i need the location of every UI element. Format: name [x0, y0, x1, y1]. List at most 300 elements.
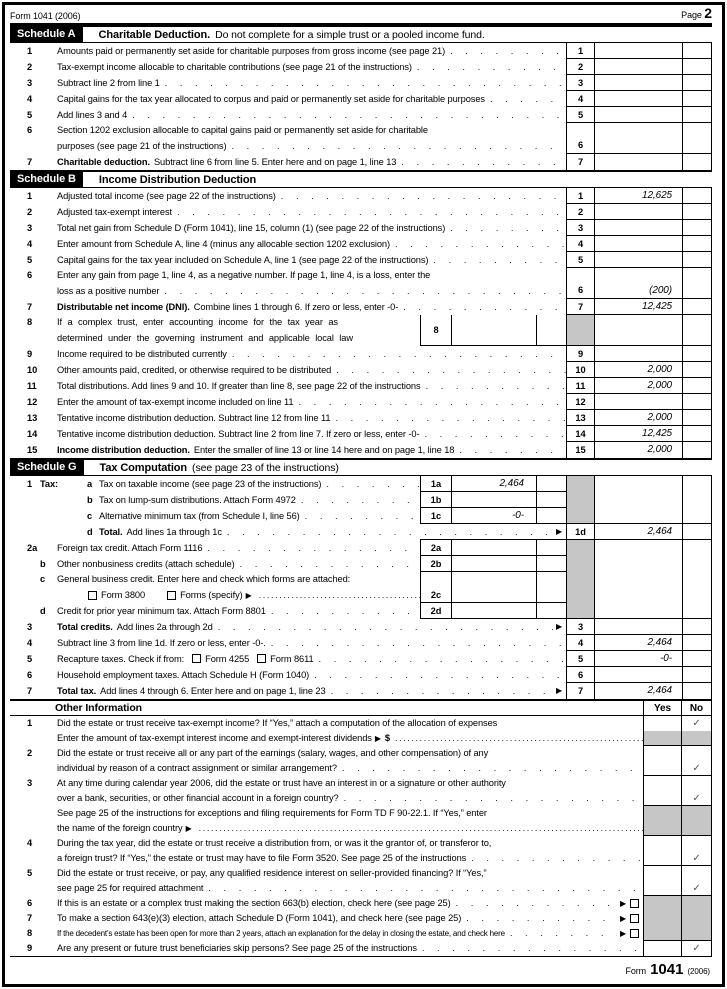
- row-text: [10, 492, 566, 508]
- row-text: [10, 603, 566, 619]
- yes-cell[interactable]: [643, 881, 681, 896]
- schedule-a-row-5: [10, 107, 712, 123]
- check-mark: ✓: [692, 883, 701, 894]
- question-3-line-1: [10, 776, 712, 791]
- question-text: [10, 791, 643, 806]
- sub-letter: c: [40, 574, 46, 584]
- dot-leader: [417, 59, 566, 75]
- inner-cents-entry[interactable]: [537, 556, 566, 571]
- dot-leader: [433, 252, 566, 268]
- schedule-b-row-10: [10, 362, 712, 378]
- line-label: Add lines 4 through 6. Enter here and on page 1, line 23: [100, 686, 326, 696]
- schedule-g-row-5: [10, 651, 712, 667]
- row-text: [10, 188, 566, 204]
- dotted-entry-line[interactable]: [199, 821, 643, 836]
- question-label: a foreign trust? If “Yes,” the estate or trust may have to file Form 3520. See page 25 of the instructions: [57, 853, 467, 863]
- dot-leader: [331, 683, 553, 699]
- inner-cents-entry[interactable]: [537, 603, 566, 618]
- row-text: [10, 683, 566, 699]
- tax-word: [40, 524, 87, 540]
- yes-cell[interactable]: [643, 941, 681, 956]
- question-text: [10, 926, 643, 941]
- arrow-icon: ▶: [619, 899, 626, 908]
- no-cell[interactable]: [681, 836, 712, 851]
- line-label-bold: Total.: [99, 527, 123, 537]
- question-number: 4: [27, 838, 33, 848]
- sub-letter: b: [87, 495, 93, 505]
- cents-entry[interactable]: [682, 619, 712, 635]
- form-3800-label: Form 3800: [101, 589, 146, 600]
- yes-cell[interactable]: [643, 746, 681, 761]
- arrow-icon: ▶: [374, 734, 381, 743]
- dot-leader: [424, 426, 566, 442]
- question-number: 2: [27, 748, 33, 758]
- question-text: [10, 716, 643, 731]
- shaded-cell: [566, 315, 594, 346]
- line-label: Other amounts paid, credited, or otherwise required to be distributed: [57, 365, 332, 375]
- amount-entry[interactable]: [594, 59, 682, 75]
- cents-entry[interactable]: [682, 667, 712, 683]
- question-label: At any time during calendar year 2006, did the estate or trust have an interest in or a signature or other authority: [57, 778, 506, 788]
- line-number-box: 14: [566, 426, 594, 442]
- line-label: Capital gains for the tax year included on Schedule A, line 1 (see page 22 of the instructions): [57, 255, 429, 265]
- schedule-b-row-14: [10, 426, 712, 442]
- dot-leader: [344, 791, 643, 806]
- amount-entry[interactable]: 2,000: [594, 442, 682, 458]
- row-text: [10, 154, 566, 170]
- dot-leader: [335, 410, 566, 426]
- question-number: 5: [27, 868, 33, 878]
- schedule-a-row-3: [10, 75, 712, 91]
- question-label: If the decedent’s estate has been open for more than 2 years, attach an explanation for the delay in closing the estate, and check here: [57, 929, 505, 938]
- estate-open-checkbox[interactable]: [630, 929, 639, 938]
- line-number: [10, 492, 99, 508]
- amount-entry[interactable]: [594, 123, 682, 154]
- amount-entry[interactable]: [594, 619, 682, 635]
- cents-entry[interactable]: [682, 651, 712, 667]
- line-number: 7: [27, 302, 33, 312]
- check-mark: ✓: [692, 718, 701, 729]
- amount-entry[interactable]: 2,464: [594, 683, 682, 699]
- amount-entry[interactable]: [594, 91, 682, 107]
- cents-entry[interactable]: [682, 43, 712, 59]
- dotted-entry-line[interactable]: [395, 731, 643, 746]
- line-number: 8: [27, 317, 33, 327]
- form-id: Form 1041 (2006): [10, 11, 81, 21]
- indent-spacer: [10, 588, 88, 604]
- dot-leader: [240, 556, 420, 572]
- line-label-2: purposes (see page 21 of the instructions): [57, 140, 227, 151]
- no-cell[interactable]: [681, 746, 712, 761]
- question-text: [10, 776, 643, 791]
- question-1-line-1: [10, 716, 712, 731]
- question-text: [10, 851, 643, 866]
- line-number: 2: [27, 207, 33, 217]
- no-column-header: No: [681, 701, 712, 715]
- other-info-header: [10, 699, 712, 716]
- line-label: Credit for prior year minimum tax. Attach Form 8801: [57, 606, 266, 616]
- cents-entry[interactable]: [682, 683, 712, 699]
- amount-entry[interactable]: 2,000: [594, 362, 682, 378]
- no-cell[interactable]: [681, 851, 712, 866]
- tax-word: Tax:: [40, 479, 59, 489]
- schedule-a-row-2: [10, 59, 712, 75]
- row-text-left: [10, 492, 420, 508]
- question-number-spacer: [10, 851, 57, 866]
- schedule-b-row-5: [10, 252, 712, 268]
- section-643e3-checkbox[interactable]: [630, 914, 639, 923]
- line-number-box: 11: [566, 378, 594, 394]
- dotted-line: [259, 588, 420, 604]
- row-text: [10, 346, 566, 362]
- other-info-title: Other Information: [55, 702, 142, 714]
- question-text: [10, 866, 643, 881]
- row-text-lines: [10, 572, 420, 603]
- dot-leader: [232, 346, 566, 362]
- shaded-no-cell: [681, 896, 712, 911]
- line-number: 12: [27, 397, 38, 407]
- line-number-box: 6: [566, 123, 594, 154]
- no-cell[interactable]: [681, 791, 712, 806]
- question-7: [10, 911, 712, 926]
- page-num: 2: [704, 5, 712, 21]
- amount-entry[interactable]: [594, 346, 682, 362]
- amount-entry[interactable]: [594, 107, 682, 123]
- schedule-a-title: Charitable Deduction.: [98, 28, 211, 41]
- inner-amount-entry[interactable]: [452, 556, 537, 571]
- inner-cents-entry[interactable]: [537, 492, 566, 507]
- schedule-g-row-2b: [10, 556, 712, 572]
- dot-leader: [403, 299, 566, 315]
- amount-entry: [594, 603, 682, 619]
- schedule-b-row-6: [10, 268, 712, 299]
- inner-amount-entry[interactable]: -0-: [452, 508, 537, 523]
- shaded-cell: [566, 540, 594, 556]
- cents-entry[interactable]: [682, 252, 712, 268]
- cents-entry[interactable]: [682, 410, 712, 426]
- amount-entry[interactable]: 2,464: [594, 524, 682, 540]
- yes-cell[interactable]: [643, 791, 681, 806]
- row-text: [10, 91, 566, 107]
- no-cell[interactable]: [681, 776, 712, 791]
- line-num: 1: [27, 479, 33, 489]
- amount-entry[interactable]: (200): [594, 268, 682, 299]
- yes-cell[interactable]: [643, 836, 681, 851]
- line-label: Adjusted total income (see page 22 of the instructions): [57, 191, 276, 201]
- cents-entry[interactable]: [682, 59, 712, 75]
- question-label: Are any present or future trust beneficiaries skip persons? See page 25 of the instructions: [57, 943, 417, 953]
- yes-cell[interactable]: [643, 776, 681, 791]
- line-label: Enter amount from Schedule A, line 4 (minus any allocable section 1202 exclusion): [57, 239, 390, 249]
- no-cell[interactable]: [681, 716, 712, 731]
- entry-box-1a: [420, 476, 566, 492]
- shaded-yes-cell: [643, 806, 681, 821]
- line-number: 3: [27, 223, 33, 233]
- inner-cents-entry[interactable]: [537, 476, 566, 491]
- schedule-a-row-6: [10, 123, 712, 154]
- schedule-b-row-2: [10, 204, 712, 220]
- dot-leader: [132, 107, 566, 123]
- cents-entry[interactable]: [682, 524, 712, 540]
- dot-leader: [395, 236, 566, 252]
- line-number-box: 1d: [566, 524, 594, 540]
- question-number-spacer: [10, 881, 57, 896]
- dot-leader: [450, 43, 566, 59]
- cents-entry[interactable]: [682, 346, 712, 362]
- entry-box-2a: [420, 540, 566, 556]
- cents-entry[interactable]: [682, 236, 712, 252]
- no-cell[interactable]: [681, 941, 712, 956]
- schedule-b-row-11: [10, 378, 712, 394]
- cents-entry[interactable]: [682, 362, 712, 378]
- yes-cell[interactable]: [643, 761, 681, 776]
- inner-line-number: 8: [420, 315, 452, 345]
- sub-letter: b: [40, 559, 46, 569]
- question-number: 1: [27, 718, 33, 728]
- line-label: Recapture taxes. Check if from:: [57, 654, 185, 664]
- line-number: 7: [27, 686, 33, 696]
- dot-leader: [490, 91, 566, 107]
- question-text: [10, 941, 643, 956]
- inner-amount-entry[interactable]: [452, 540, 537, 555]
- inner-amount-entry[interactable]: [452, 572, 537, 602]
- dot-leader: [510, 926, 617, 941]
- cents-entry[interactable]: [682, 635, 712, 651]
- line-label: Subtract line 2 from line 1: [57, 78, 160, 88]
- line-number: 5: [27, 654, 33, 664]
- question-number: 3: [27, 778, 33, 788]
- question-number: 7: [27, 913, 33, 923]
- inner-amount-entry[interactable]: [452, 492, 537, 507]
- yes-cell[interactable]: [643, 716, 681, 731]
- line-label-bold: Total credits.: [57, 622, 113, 632]
- question-3-note-line-2: [10, 821, 712, 836]
- page-content: [10, 6, 712, 978]
- line-label: Subtract line 6 from line 5. Enter here and on page 1, line 13: [153, 157, 397, 167]
- amount-entry[interactable]: 12,425: [594, 426, 682, 442]
- amount-entry[interactable]: 12,625: [594, 188, 682, 204]
- amount-entry[interactable]: 2,464: [594, 635, 682, 651]
- amount-entry[interactable]: [594, 236, 682, 252]
- section-663b-checkbox[interactable]: [630, 899, 639, 908]
- form-8611-checkbox[interactable]: [257, 654, 266, 663]
- line-label: General business credit. Enter here and check which forms are attached:: [57, 574, 351, 584]
- question-label: To make a section 643(e)(3) election, attach Schedule D (Form 1041), and check here (see page 25): [57, 913, 462, 923]
- amount-entry[interactable]: [594, 252, 682, 268]
- row-text: [10, 426, 566, 442]
- dot-leader: [456, 896, 617, 911]
- row-text: [10, 394, 566, 410]
- inner-line-number: 1a: [420, 476, 452, 491]
- line-number-box: 7: [566, 683, 594, 699]
- yes-cell[interactable]: [643, 866, 681, 881]
- cents-entry[interactable]: [682, 220, 712, 236]
- row-text: [10, 75, 566, 91]
- line-number-box: 3: [566, 75, 594, 91]
- schedule-b-row-12: [10, 394, 712, 410]
- line-label: Tax-exempt income allocable to charitable contributions (see page 21 of the instructions): [57, 62, 412, 72]
- schedule-g-row-1d: [10, 524, 712, 540]
- form-3800-checkbox[interactable]: [88, 591, 97, 600]
- line-label: Tentative income distribution deduction. Subtract line 12 from line 11: [57, 413, 331, 423]
- amount-entry[interactable]: 2,000: [594, 378, 682, 394]
- amount-entry[interactable]: 2,000: [594, 410, 682, 426]
- line-number: 5: [27, 255, 33, 265]
- row-text: [10, 59, 566, 75]
- inner-amount-entry[interactable]: 2,464: [452, 476, 537, 491]
- amount-entry[interactable]: [594, 154, 682, 170]
- yes-column-header: Yes: [643, 701, 681, 715]
- shaded-cell: [566, 603, 594, 619]
- line-label: Tax on taxable income (see page 23 of the instructions): [99, 479, 322, 489]
- cents-entry[interactable]: [682, 378, 712, 394]
- row-text: [10, 442, 566, 458]
- schedule-g-note: (see page 23 of the instructions): [192, 461, 339, 474]
- schedule-b-row-9: [10, 346, 712, 362]
- inner-line-number: 2c: [420, 572, 452, 602]
- schedule-a-row-1: [10, 43, 712, 59]
- line-number: 4: [27, 638, 33, 648]
- line-number: 3: [27, 622, 33, 632]
- dot-leader: [471, 851, 643, 866]
- dot-leader: [326, 476, 420, 492]
- entry-box-2d: [420, 603, 566, 619]
- line-number-box: 6: [566, 667, 594, 683]
- line-number: 4: [27, 94, 33, 104]
- inner-cents-entry[interactable]: [537, 315, 566, 345]
- amount-entry[interactable]: [594, 220, 682, 236]
- line-label: Amounts paid or permanently set aside for charitable purposes from gross income (see page 21): [57, 46, 446, 56]
- shaded-yes-cell: [643, 911, 681, 926]
- amount-entry[interactable]: [594, 204, 682, 220]
- line-number-box: 2: [566, 59, 594, 75]
- inner-amount-entry[interactable]: [452, 315, 537, 345]
- dot-leader: [227, 524, 553, 540]
- schedule-g-row-4: [10, 635, 712, 651]
- row-text: [10, 315, 566, 346]
- page-number: [681, 5, 712, 21]
- forms-specify-checkbox[interactable]: [167, 591, 176, 600]
- cents-entry: [682, 492, 712, 508]
- schedule-g-row-2d: [10, 603, 712, 619]
- cents-entry[interactable]: [682, 299, 712, 315]
- cents-entry[interactable]: [682, 442, 712, 458]
- line-num: [27, 508, 40, 524]
- cents-entry[interactable]: [682, 268, 712, 299]
- question-text: [10, 806, 643, 821]
- question-label: Did the estate or trust receive tax-exempt income? If “Yes,” attach a computation of the allocation of expenses: [57, 718, 498, 728]
- line-number: 11: [27, 381, 37, 391]
- yes-cell[interactable]: [643, 851, 681, 866]
- line-number: [10, 603, 57, 619]
- schedule-g-row-1c: [10, 508, 712, 524]
- shaded-cell: [566, 492, 594, 508]
- line-label: Add lines 2a through 2d: [116, 622, 213, 632]
- line-label: Section 1202 exclusion allocable to capital gains paid or permanently set aside for charitable: [57, 125, 428, 135]
- question-5-line-2: [10, 881, 712, 896]
- page-footer: [10, 957, 712, 978]
- amount-entry[interactable]: [594, 394, 682, 410]
- line-label: Adjusted tax-exempt interest: [57, 207, 173, 217]
- cents-entry[interactable]: [682, 426, 712, 442]
- no-cell[interactable]: [681, 761, 712, 776]
- dot-leader: [165, 75, 566, 91]
- no-cell[interactable]: [681, 881, 712, 896]
- inner-cents-entry[interactable]: [537, 540, 566, 555]
- cents-entry[interactable]: [682, 188, 712, 204]
- cents-entry: [682, 556, 712, 572]
- line-number: 7: [27, 157, 33, 167]
- inner-amount-entry[interactable]: [452, 603, 537, 618]
- question-number-spacer: [10, 806, 57, 821]
- cents-entry: [682, 476, 712, 492]
- footer-form-number: 1041: [650, 961, 684, 978]
- row-text: [10, 635, 566, 651]
- question-number: 6: [27, 898, 33, 908]
- row-text-left: [10, 508, 420, 524]
- cents-entry[interactable]: [682, 123, 712, 154]
- amount-entry[interactable]: -0-: [594, 651, 682, 667]
- line-label: Alternative minimum tax (from Schedule I, line 56): [99, 511, 300, 521]
- arrow-icon: ▶: [555, 527, 562, 536]
- schedule-a-note: Do not complete for a simple trust or a pooled income fund.: [215, 28, 485, 41]
- row-text: [10, 43, 566, 59]
- gap: [145, 588, 159, 604]
- dot-leader: [207, 540, 420, 556]
- form-4255-label: Form 4255: [205, 654, 250, 664]
- dot-leader: [281, 188, 566, 204]
- dot-leader: [177, 204, 566, 220]
- inner-cents-entry[interactable]: [537, 508, 566, 523]
- amount-entry[interactable]: [594, 667, 682, 683]
- amount-entry[interactable]: 12,425: [594, 299, 682, 315]
- schedule-g-row-3: [10, 619, 712, 635]
- schedule-g-label: Schedule G: [10, 459, 84, 476]
- footer-form-year: (2006): [687, 967, 710, 976]
- row-text: [10, 252, 566, 268]
- dot-leader: [305, 508, 420, 524]
- schedule-g-header: [10, 458, 712, 476]
- inner-cents-entry[interactable]: [537, 572, 566, 602]
- line-number-box: 3: [566, 220, 594, 236]
- cents-entry[interactable]: [682, 91, 712, 107]
- cents-entry[interactable]: [682, 154, 712, 170]
- no-cell[interactable]: [681, 866, 712, 881]
- line-number-box: 5: [566, 107, 594, 123]
- cents-entry[interactable]: [682, 394, 712, 410]
- cents-entry[interactable]: [682, 107, 712, 123]
- amount-entry[interactable]: [594, 43, 682, 59]
- cents-entry[interactable]: [682, 75, 712, 91]
- question-4-line-2: [10, 851, 712, 866]
- row-text-left: [10, 476, 420, 492]
- dot-leader: [319, 651, 566, 667]
- line-number-box: 13: [566, 410, 594, 426]
- form-4255-checkbox[interactable]: [192, 654, 201, 663]
- line-label: Add lines 3 and 4: [57, 110, 128, 120]
- line-number: 3: [27, 78, 33, 88]
- line-label: Tentative income distribution deduction. Subtract line 2 from line 7. If zero or less, enter -0-: [57, 429, 420, 439]
- cents-entry[interactable]: [682, 204, 712, 220]
- arrow-icon: ▶: [185, 824, 192, 833]
- arrow-icon: ▶: [555, 622, 562, 631]
- row-text: [10, 236, 566, 252]
- question-text: [10, 911, 643, 926]
- line-number: 1: [27, 191, 33, 201]
- note-label: the name of the foreign country: [57, 823, 183, 833]
- amount-entry[interactable]: [594, 75, 682, 91]
- cents-entry: [682, 540, 712, 556]
